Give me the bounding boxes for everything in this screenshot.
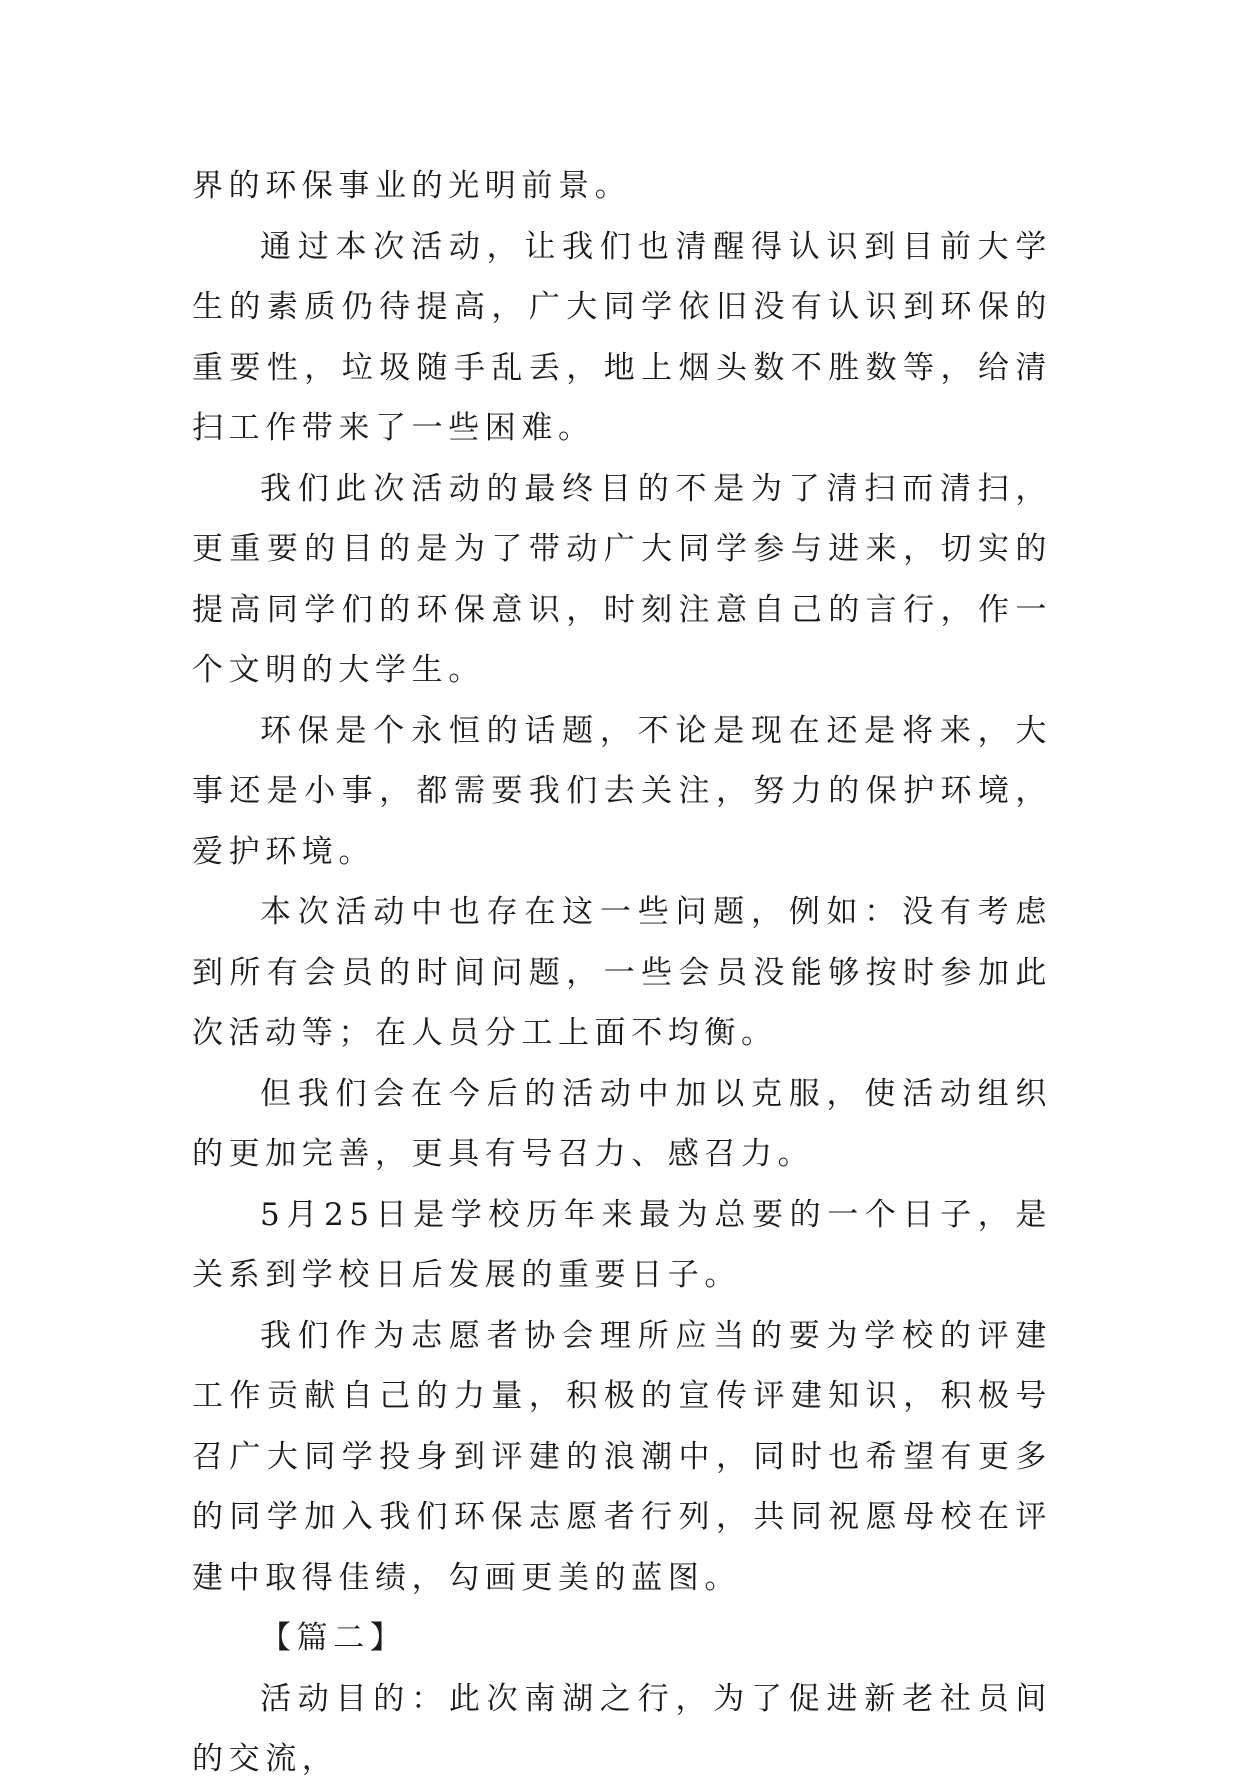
document-body [192,156,1052,1790]
paragraph-goal: 我们此次活动的最终目的不是为了清扫而清扫，更重要的目的是为了带动广大同学参与进来，切实的提高同学们的环保意识，时刻注意自己的言行，作一个文明的大学生。 [192,470,1052,688]
paragraph-overcome: 但我们会在今后的活动中加以克服，使活动组织的更加完善，更具有号召力、感召力。 [192,1075,1052,1172]
paragraph-eternal-topic: 环保是个永恒的话题，不论是现在还是将来，大事还是小事，都需要我们去关注，努力的保护环境，爱护环境。 [192,712,1052,870]
section-heading-part-two: 【篇二】 [260,1620,407,1656]
paragraph-awareness: 通过本次活动，让我们也清醒得认识到目前大学生的素质仍待提高，广大同学依旧没有认识到环保的重要性，垃圾随手乱丢，地上烟头数不胜数等，给清扫工作带来了一些困难。 [192,228,1052,446]
paragraph-may-25: 5月25日是学校历年来最为总要的一个日子，是关系到学校日后发展的重要日子。 [192,1196,1052,1293]
paragraph-activity-purpose: 活动目的：此次南湖之行，为了促进新老社员间的交流， [192,1680,1052,1777]
paragraph-volunteers: 我们作为志愿者协会理所应当的要为学校的评建工作贡献自己的力量，积极的宣传评建知识，积极号召广大同学投身到评建的浪潮中，同时也希望有更多的同学加入我们环保志愿者行列，共同祝愿母校在评建中取得佳绩，勾画更美的蓝图。 [192,1317,1052,1596]
paragraph-problems: 本次活动中也存在这一些问题，例如：没有考虑到所有会员的时间问题，一些会员没能够按时参加此次活动等；在人员分工上面不均衡。 [192,894,1052,1051]
paragraph-continuation: 界的环保事业的光明前景。 [192,168,632,204]
